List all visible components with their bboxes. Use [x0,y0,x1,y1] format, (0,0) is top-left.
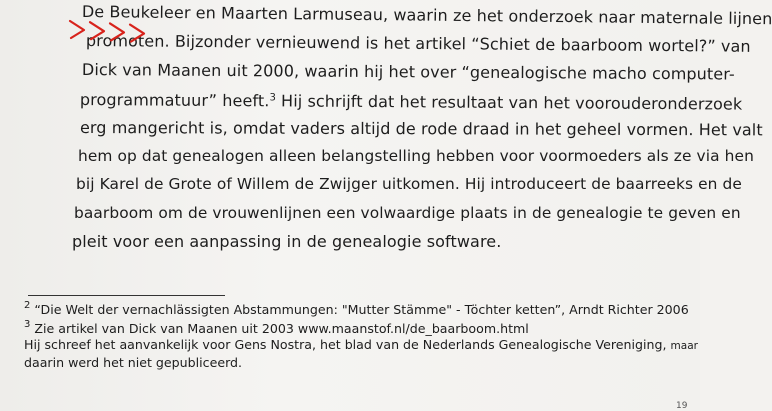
red-arrow-icon [110,23,124,40]
footnote-3 [24,319,529,336]
text-line: Dick van Maanen uit 2000, waarin hij het over “genealogische macho computer- [81,60,735,84]
footnote-divider [28,295,225,296]
footnote-text-small: maar [670,340,698,352]
footnote-3-end: daarin werd het niet gepubliceerd. [24,355,243,370]
text-line: baarboom om de vrouwenlijnen een volwaardige plaats in de genealogie te geven en [74,204,741,222]
footnote-3-continued [24,337,698,352]
text-line: pleit voor een aanpassing in de genealogie software. [72,232,502,251]
text-line: bij Karel de Grote of Willem de Zwijger uitkomen. Hij introduceert de baarreeks en de [76,175,742,193]
text-line: promoten. Bijzonder vernieuwend is het artikel “Schiet de baarboom wortel?” van [85,31,751,56]
footnote-text: Zie artikel van Dick van Maanen uit 2003 www.maanstof.nl/de_baarboom.html [30,321,529,336]
text-segment: programmatuur” heeft. [79,90,270,111]
text-line: hem op dat genealogen alleen belangstelling hebben voor voormoeders als ze via hen [78,147,754,165]
red-arrow-icon [70,21,84,38]
page-number: 19 [676,401,688,411]
red-arrow-icon [90,22,104,39]
footnote-number: 3 [24,319,31,330]
red-arrow-icon [130,25,144,42]
footnote-2 [24,300,689,317]
footnote-reference: 3 [269,92,276,104]
footnote-number: 2 [24,300,31,311]
text-line: De Beukeleer en Maarten Larmuseau, waarin ze het onderzoek naar maternale lijnen [81,2,772,29]
text-line: erg mangericht is, omdat vaders altijd de rode draad in het geheel vormen. Het valt [79,118,763,140]
text-segment: Hij schrijft dat het resultaat van het voorouderonderzoek [275,91,743,114]
text-line [80,90,742,114]
footnote-text: Hij schreef het aanvankelijk voor Gens Nostra, het blad van de Nederlands Genealogische Vereniging, [24,337,667,352]
red-arrows-annotation [64,16,164,46]
footnote-text: “Die Welt der vernachlässigten Abstammungen: "Mutter Stämme" - Töchter ketten”, Arndt Richter 2006 [34,302,689,317]
